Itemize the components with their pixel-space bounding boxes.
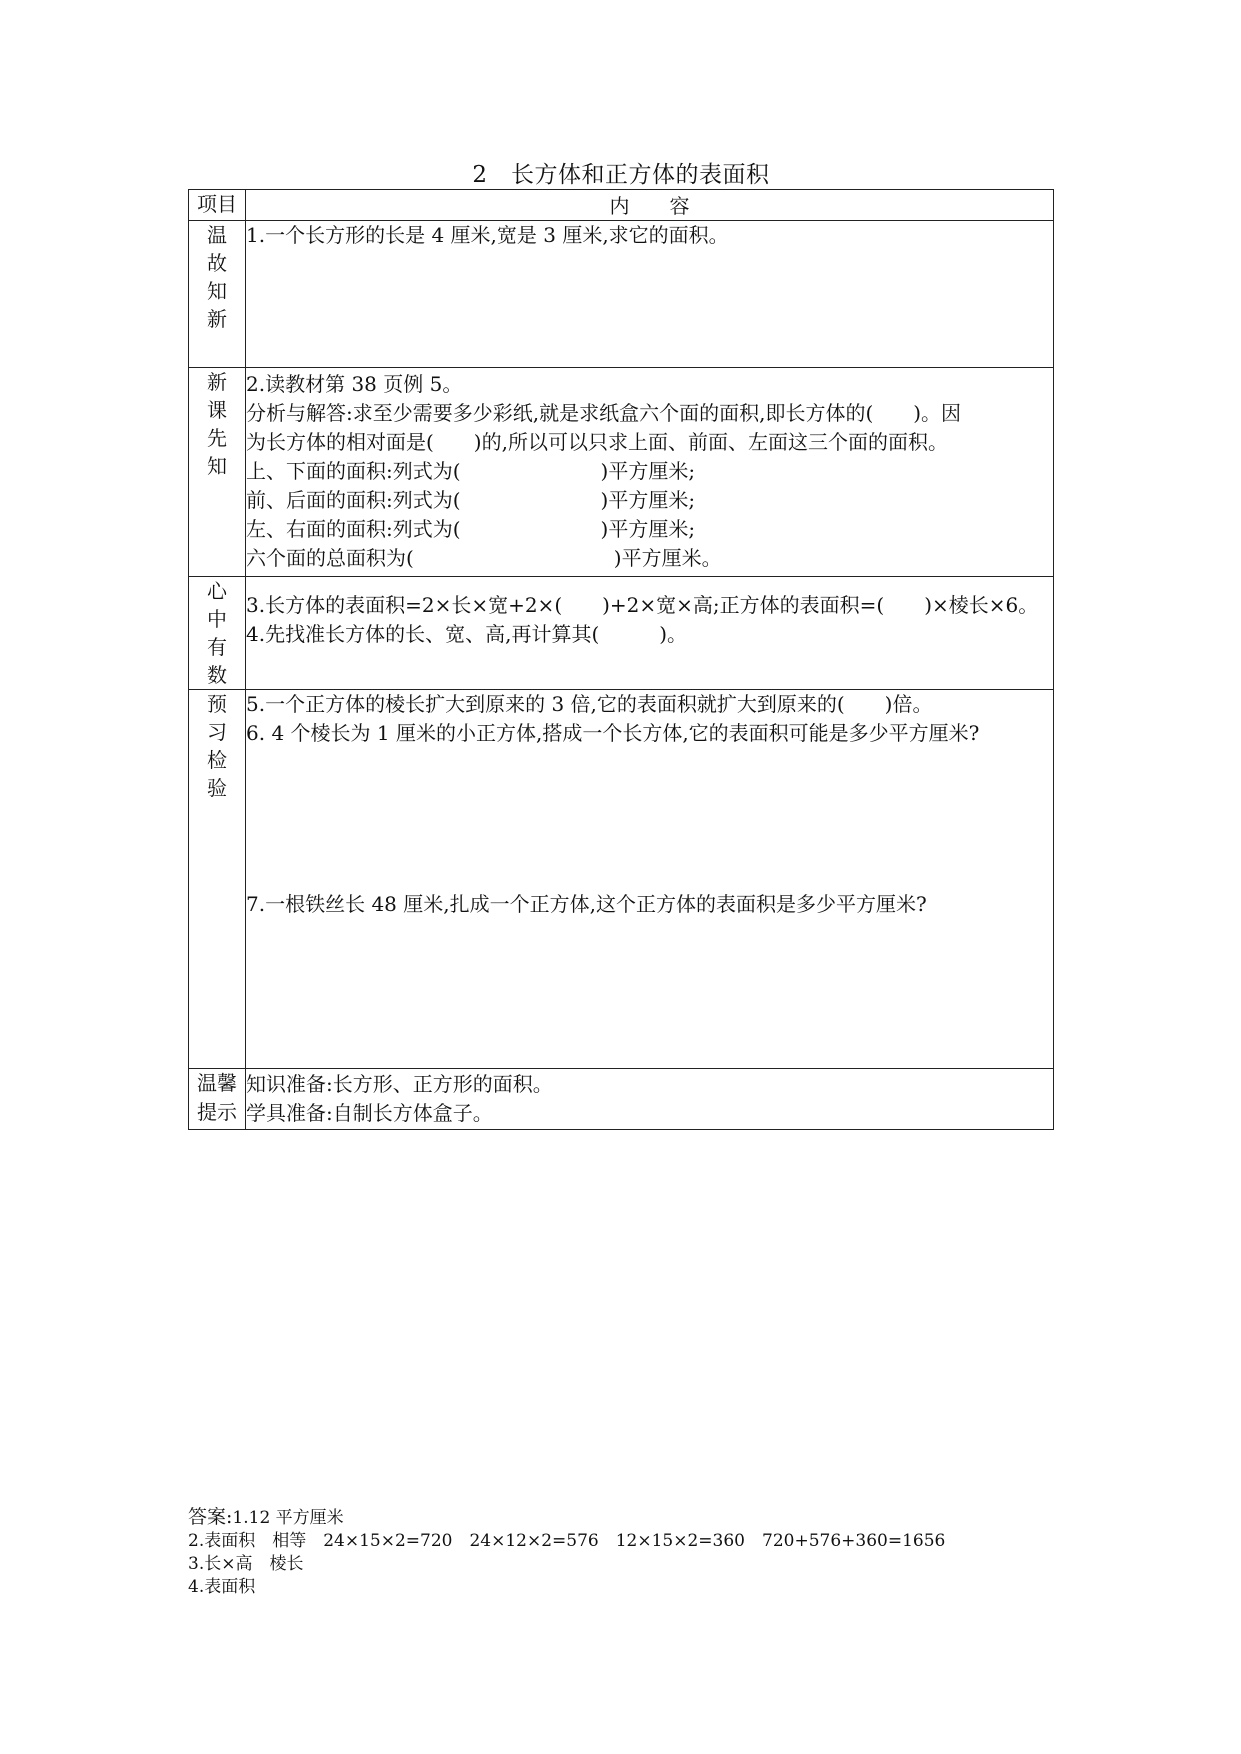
answer-line-1 bbox=[188, 1506, 945, 1530]
header-label: 项目 bbox=[197, 192, 237, 216]
row-label: 预习检验 bbox=[207, 692, 227, 800]
table-row-tips bbox=[189, 1069, 1054, 1130]
row-label: 心中有数 bbox=[207, 579, 227, 687]
worksheet-table bbox=[188, 189, 1054, 1130]
answer-space bbox=[246, 748, 1053, 890]
question-7: 7.一根铁丝长 48 厘米,扎成一个正方体,这个正方体的表面积是多少平方厘米? bbox=[246, 892, 927, 916]
worksheet-title: 2 长方体和正方体的表面积 bbox=[472, 162, 770, 188]
row-label: 温故知新 bbox=[207, 223, 227, 331]
formula-top-bottom: 上、下面的面积:列式为( )平方厘米; bbox=[246, 459, 696, 483]
answer-3: 3.长×高 棱长 bbox=[188, 1554, 304, 1574]
row-label: 新课先知 bbox=[207, 370, 227, 478]
row-label-cell bbox=[189, 690, 246, 1069]
header-content-cell bbox=[246, 190, 1054, 221]
question-6: 6. 4 个棱长为 1 厘米的小正方体,搭成一个长方体,它的表面积可能是多少平方厘米? bbox=[246, 721, 980, 745]
table-row-review bbox=[189, 221, 1054, 368]
question-2: 2.读教材第 38 页例 5。 bbox=[246, 372, 463, 396]
formula-front-back: 前、后面的面积:列式为( )平方厘米; bbox=[246, 488, 696, 512]
row-content-cell bbox=[246, 577, 1054, 690]
answer-2: 2.表面积 相等 24×15×2=720 24×12×2=576 12×15×2=360 720+576+360=1656 bbox=[188, 1531, 946, 1551]
row-content-cell bbox=[246, 1069, 1054, 1130]
answer-1: 1.12 平方厘米 bbox=[232, 1508, 344, 1528]
question-3: 3.长方体的表面积=2×长×宽+2×( )+2×宽×高;正方体的表面积=( )×棱长×6。 bbox=[246, 593, 1039, 617]
formula-total: 六个面的总面积为( )平方厘米。 bbox=[246, 546, 722, 570]
row-label-cell bbox=[189, 221, 246, 368]
answer-lead: 答案: bbox=[188, 1506, 233, 1528]
row-label: 提示 bbox=[197, 1100, 237, 1124]
question-5: 5.一个正方体的棱长扩大到原来的 3 倍,它的表面积就扩大到原来的( )倍。 bbox=[246, 692, 933, 716]
table-row-summary bbox=[189, 577, 1054, 690]
row-content-cell bbox=[246, 221, 1054, 368]
row-label-cell bbox=[189, 368, 246, 577]
header-content: 内 容 bbox=[609, 194, 690, 218]
header-label-cell bbox=[189, 190, 246, 221]
answer-key bbox=[188, 1506, 945, 1599]
row-content-cell bbox=[246, 368, 1054, 577]
answer-4: 4.表面积 bbox=[188, 1577, 256, 1597]
table-header-row bbox=[189, 190, 1054, 221]
row-label: 温馨 bbox=[197, 1071, 237, 1095]
row-label-cell bbox=[189, 1069, 246, 1130]
tip-tools: 学具准备:自制长方体盒子。 bbox=[246, 1101, 493, 1125]
question-1: 1.一个长方形的长是 4 厘米,宽是 3 厘米,求它的面积。 bbox=[246, 223, 729, 247]
formula-left-right: 左、右面的面积:列式为( )平方厘米; bbox=[246, 517, 696, 541]
table-row-new-lesson bbox=[189, 368, 1054, 577]
tip-knowledge: 知识准备:长方形、正方形的面积。 bbox=[246, 1072, 553, 1096]
row-content-cell bbox=[246, 690, 1054, 1069]
analysis-line: 为长方体的相对面是( )的,所以可以只求上面、前面、左面这三个面的面积。 bbox=[246, 430, 948, 454]
analysis-line: 分析与解答:求至少需要多少彩纸,就是求纸盒六个面的面积,即长方体的( )。因 bbox=[246, 401, 962, 425]
table-row-preview-check bbox=[189, 690, 1054, 1069]
row-label-cell bbox=[189, 577, 246, 690]
question-4: 4.先找准长方体的长、宽、高,再计算其( )。 bbox=[246, 622, 688, 646]
